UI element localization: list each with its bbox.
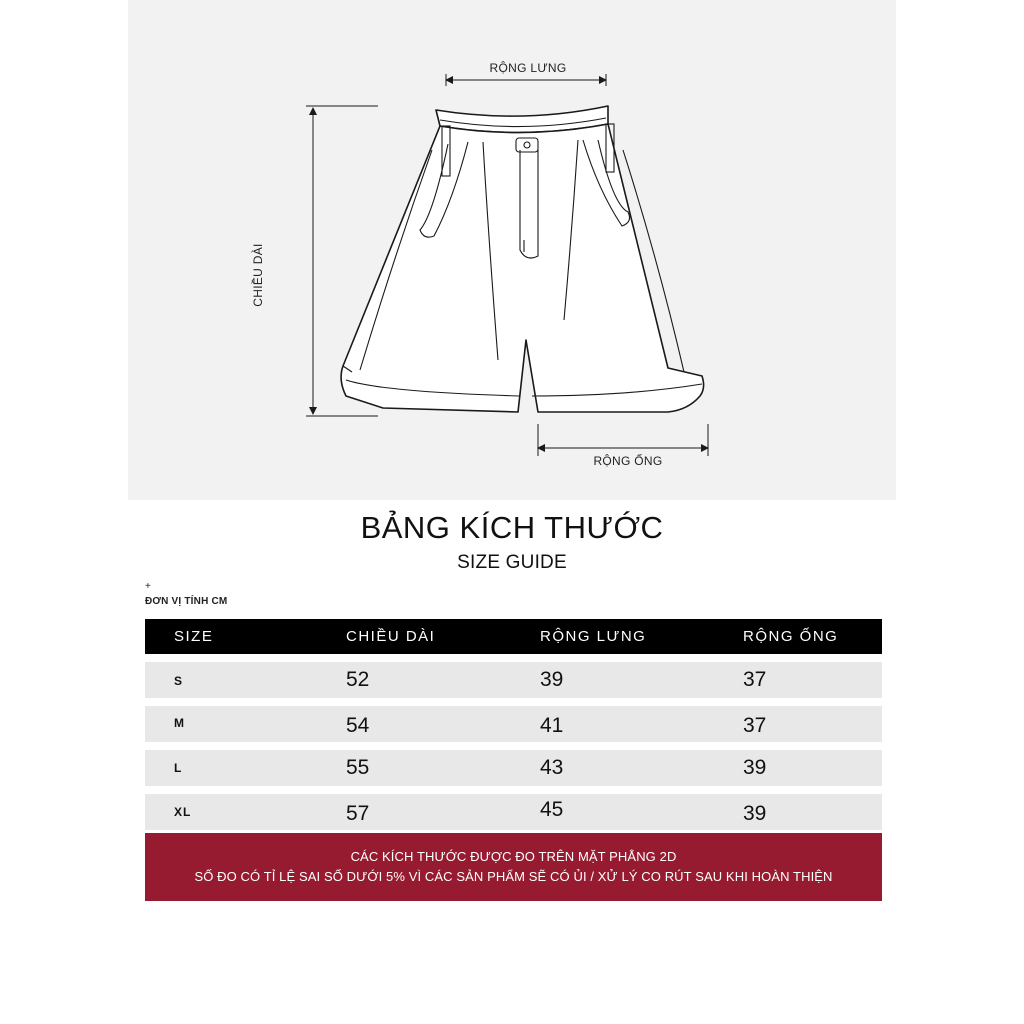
unit-note: ĐƠN VỊ TÍNH CM	[145, 596, 228, 607]
length-cell: 57	[346, 802, 370, 825]
size-cell: S	[174, 674, 184, 688]
shorts-illustration	[128, 0, 896, 500]
plus-icon: +	[145, 581, 151, 592]
length-cell: 54	[346, 714, 370, 737]
length-cell: 52	[346, 668, 370, 691]
measurement-notice	[145, 833, 882, 901]
table-row	[145, 706, 882, 742]
size-cell: M	[174, 716, 185, 730]
waist-cell: 43	[540, 756, 564, 779]
waist-cell: 41	[540, 714, 564, 737]
shorts-diagram	[128, 0, 896, 500]
header-size: SIZE	[174, 628, 214, 645]
size-cell: XL	[174, 805, 192, 819]
notice-line-2: SỐ ĐO CÓ TỈ LỆ SAI SỐ DƯỚI 5% VÌ CÁC SẢN PHẨM SẼ CÓ ỦI / XỬ LÝ CO RÚT SAU KHI HOÀN THIỆN	[194, 869, 833, 884]
table-row	[145, 794, 882, 830]
page-title: BẢNG KÍCH THƯỚC	[360, 510, 664, 545]
hem-cell: 39	[743, 756, 767, 779]
page-subtitle: SIZE GUIDE	[457, 552, 567, 573]
table-row	[145, 750, 882, 786]
header-waist: RỘNG LƯNG	[540, 628, 647, 645]
size-cell: L	[174, 761, 183, 775]
hem-cell: 39	[743, 802, 767, 825]
length-dimension-label: CHIỀU DÀI	[251, 243, 265, 307]
waist-cell: 39	[540, 668, 564, 691]
waist-dimension-label: RỘNG LƯNG	[489, 61, 567, 75]
hem-cell: 37	[743, 668, 767, 691]
header-length: CHIỀU DÀI	[346, 628, 436, 645]
table-row	[145, 662, 882, 698]
length-cell: 55	[346, 756, 370, 779]
hem-dimension-label: RỘNG ỐNG	[593, 454, 663, 468]
hem-cell: 37	[743, 714, 767, 737]
waist-cell: 45	[540, 798, 564, 821]
size-table	[145, 619, 882, 830]
table-header	[145, 619, 882, 654]
notice-line-1: CÁC KÍCH THƯỚC ĐƯỢC ĐO TRÊN MẶT PHẲNG 2D	[350, 849, 677, 864]
header-hem: RỘNG ỐNG	[743, 628, 839, 645]
